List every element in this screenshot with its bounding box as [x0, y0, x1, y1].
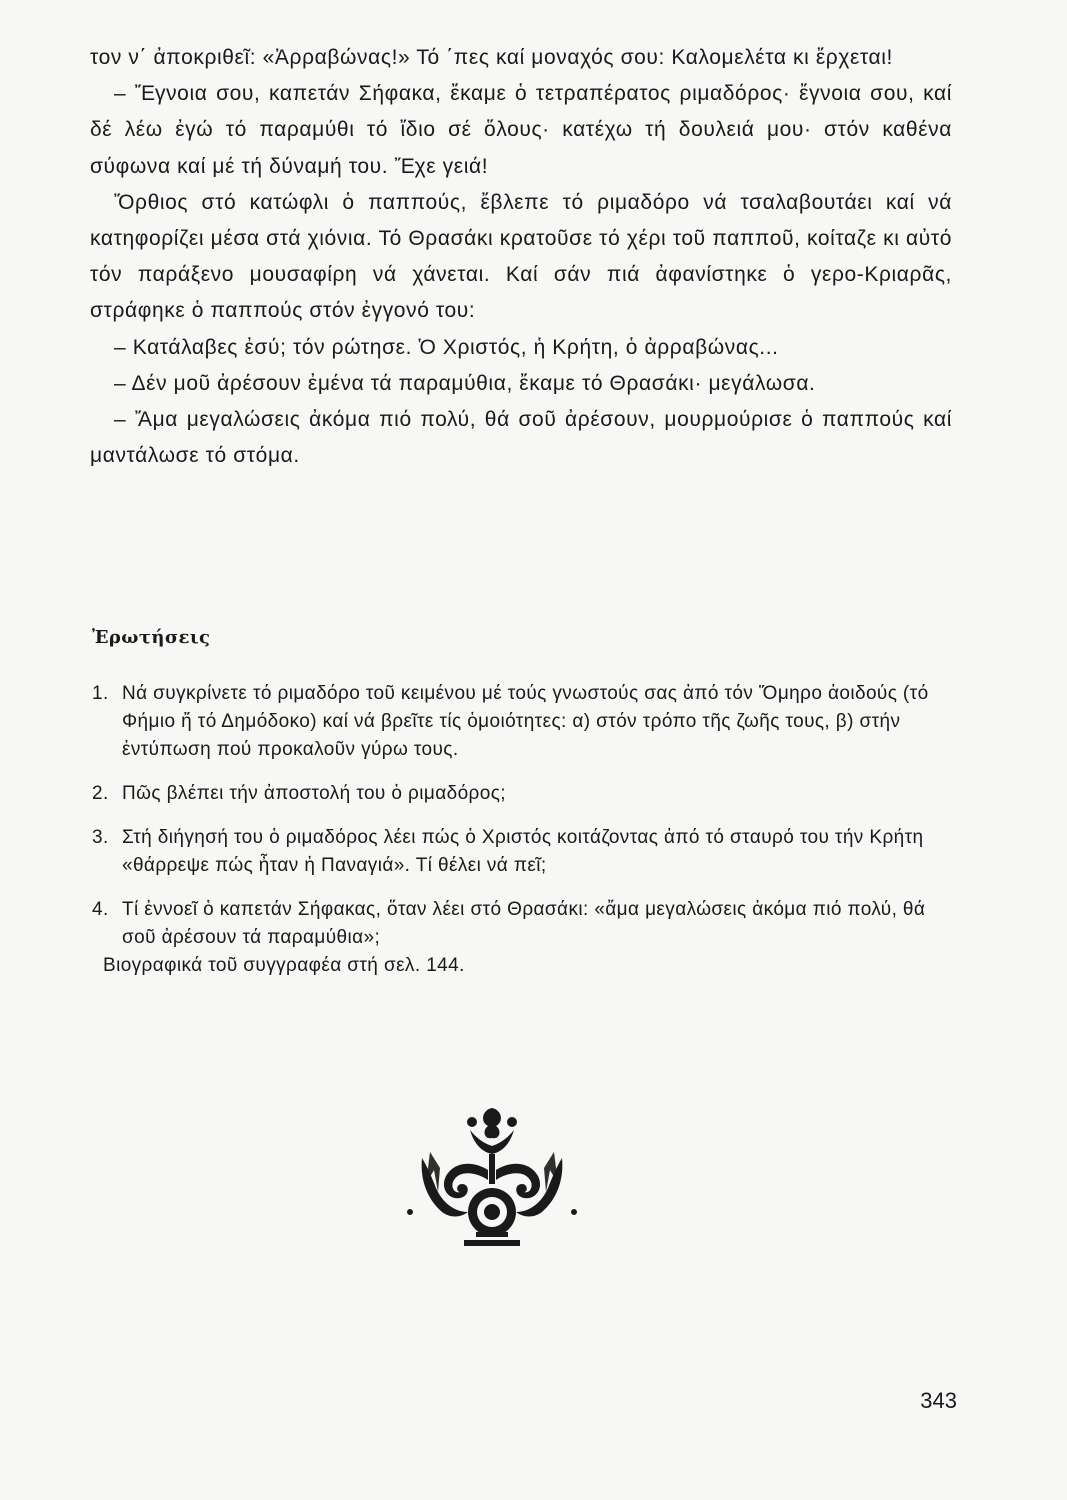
- story-paragraph: – Ἔγνοια σου, καπετάν Σήφακα, ἔκαμε ὁ τετραπέρατος ριμαδόρος· ἔγνοια σου, καί δέ λέω ἐγώ τό παραμύθι τό ἴδιο σέ ὅλους· κατέχω τή δουλειά μου· στόν καθένα σύφωνα καί μέ τή δύναμή του. Ἔχε γειά!: [90, 82, 952, 178]
- story-paragraph: – Δέν μοῦ ἀρέσουν ἐμένα τά παραμύθια, ἔκαμε τό Θρασάκι· μεγάλωσα.: [114, 371, 816, 395]
- question-number: 1.: [92, 683, 109, 704]
- question-item: [92, 896, 962, 952]
- question-text: Νά συγκρίνετε τό ριμαδόρο τοῦ κειμένου μέ τούς γνωστούς σας ἀπό τόν Ὅμηρο ἀοιδούς (τό Φήμιο ἤ τό Δημόδοκο) καί νά βρεῖτε τίς ὁμοιότητες: α) στόν τρόπο τῆς ζωῆς τους, β) στήν ἐντύπωση πού προκαλοῦν γύρω τους.: [122, 683, 929, 760]
- question-number: 2.: [92, 783, 109, 804]
- biography-note: Βιογραφικά τοῦ συγγραφέα στή σελ. 144.: [103, 955, 465, 976]
- question-item: [92, 824, 962, 880]
- story-paragraph: Ὄρθιος στό κατώφλι ὁ παππούς, ἔβλεπε τό ριμαδόρο νά τσαλαβουτάει καί νά κατηφορίζει μέσα στά χιόνια. Τό Θρασάκι κρατοῦσε τό χέρι τοῦ παπποῦ, κοίταζε κι αὐτό τόν παράξενο μουσαφίρη νά χάνεται. Καί σάν πιά ἀφανίστηκε ὁ γερο-Κριαρᾶς, στράφηκε ὁ παππούς στόν ἐγγονό του:: [90, 190, 952, 323]
- folk-ornament-icon: [402, 1100, 582, 1250]
- question-text: Στή διήγησή του ὁ ριμαδόρος λέει πώς ὁ Χριστός κοιτάζοντας ἀπό τό σταυρό του τήν Κρήτη «θάρρεψε πώς ἦταν ἡ Παναγιά». Τί θέλει νά πεῖ;: [122, 827, 924, 876]
- question-text: Πῶς βλέπει τήν ἀποστολή του ὁ ριμαδόρος;: [122, 783, 506, 804]
- story-text: [90, 40, 952, 474]
- story-paragraph: – Ἄμα μεγαλώσεις ἀκόμα πιό πολύ, θά σοῦ ἀρέσουν, μουρμούρισε ὁ παππούς καί μαντάλωσε τό στόμα.: [90, 408, 952, 468]
- story-paragraph: – Κατάλαβες ἐσύ; τόν ρώτησε. Ὁ Χριστός, ἡ Κρήτη, ὁ ἀρραβώνας...: [114, 335, 779, 359]
- question-text: Τί ἐννοεῖ ὁ καπετάν Σήφακας, ὅταν λέει στό Θρασάκι: «ἄμα μεγαλώσεις ἀκόμα πιό πολύ, θά σοῦ ἀρέσουν τά παραμύθια»;: [122, 899, 926, 948]
- questions-list: [92, 680, 962, 968]
- question-item: [92, 680, 962, 764]
- question-number: 4.: [92, 899, 109, 920]
- question-item: [92, 780, 962, 808]
- story-paragraph: τον ν΄ ἀποκριθεῖ: «Ἀρραβώνας!» Τό ΄πες καί μοναχός σου: Καλομελέτα κι ἔρχεται!: [90, 46, 893, 69]
- questions-heading: Ἐρωτήσεις: [92, 627, 211, 648]
- page-number: 343: [920, 1388, 957, 1413]
- question-number: 3.: [92, 827, 109, 848]
